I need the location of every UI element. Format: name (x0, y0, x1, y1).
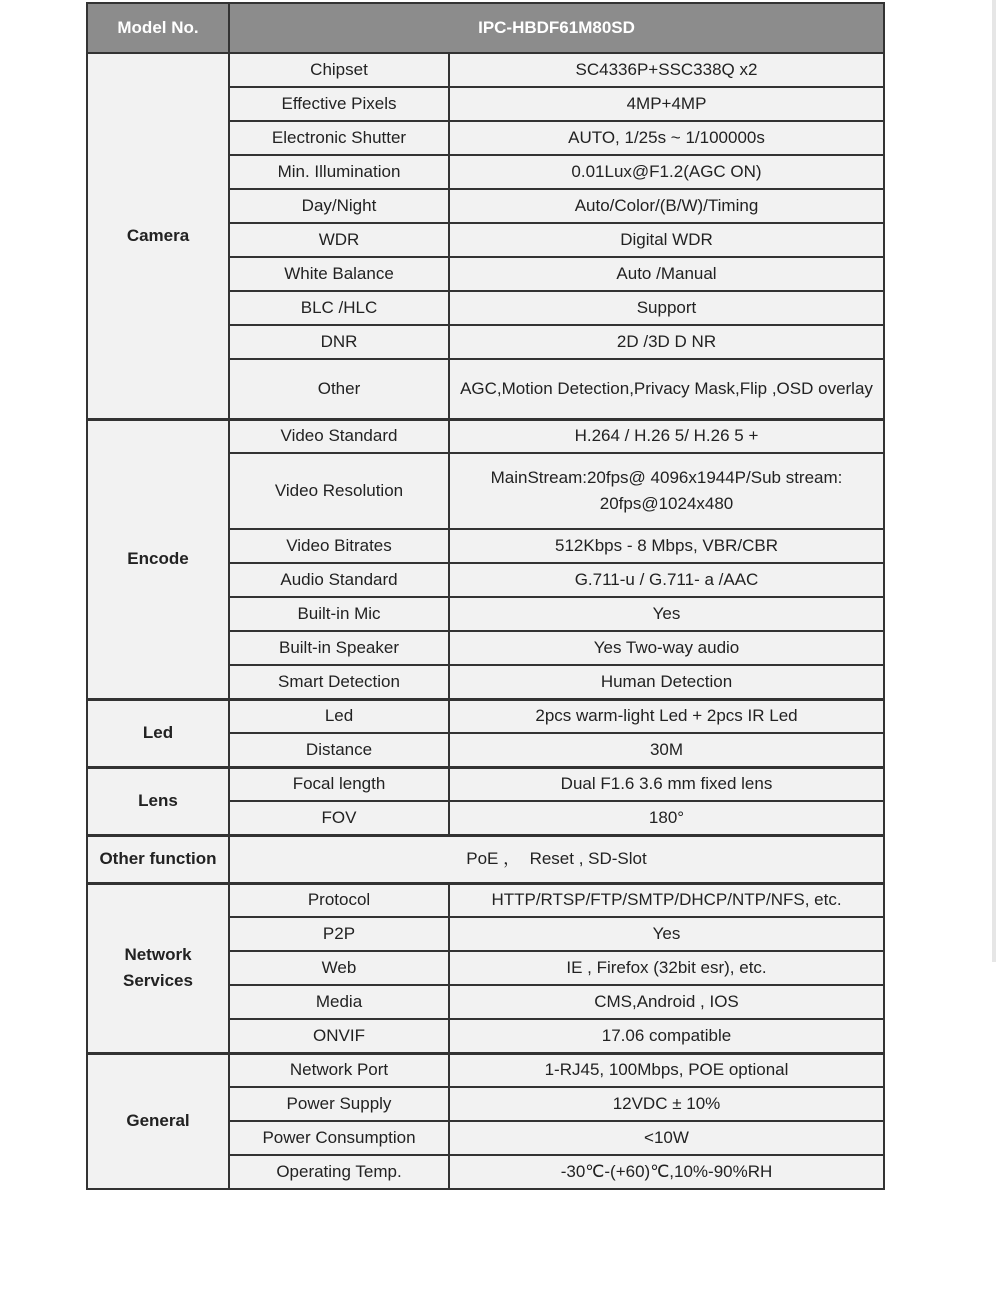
spec-label: WDR (229, 223, 449, 257)
spec-label: Effective Pixels (229, 87, 449, 121)
spec-value: Auto /Manual (449, 257, 884, 291)
spec-label: Video Standard (229, 419, 449, 453)
spec-label: Smart Detection (229, 665, 449, 699)
spec-value: Yes (449, 597, 884, 631)
table-row (87, 883, 884, 917)
spec-label: DNR (229, 325, 449, 359)
spec-label: ONVIF (229, 1019, 449, 1053)
category-other-function: Other function (87, 835, 229, 883)
spec-label: Network Port (229, 1053, 449, 1087)
spec-value: Dual F1.6 3.6 mm fixed lens (449, 767, 884, 801)
spec-value: 4MP+4MP (449, 87, 884, 121)
spec-label: Focal length (229, 767, 449, 801)
spec-label: Min. Illumination (229, 155, 449, 189)
table-row (87, 1053, 884, 1087)
category-lens: Lens (87, 767, 229, 835)
spec-value: HTTP/RTSP/FTP/SMTP/DHCP/NTP/NFS, etc. (449, 883, 884, 917)
spec-label: Audio Standard (229, 563, 449, 597)
spec-label: Operating Temp. (229, 1155, 449, 1189)
category-encode: Encode (87, 419, 229, 699)
spec-value: <10W (449, 1121, 884, 1155)
spec-value: 30M (449, 733, 884, 767)
spec-value: 0.01Lux@F1.2(AGC ON) (449, 155, 884, 189)
spec-value: PoE ， Reset , SD-Slot (229, 835, 884, 883)
spec-label: BLC /HLC (229, 291, 449, 325)
spec-label: Media (229, 985, 449, 1019)
category-general: General (87, 1053, 229, 1189)
spec-value: H.264 / H.26 5/ H.26 5 + (449, 419, 884, 453)
spec-value: SC4336P+SSC338Q x2 (449, 53, 884, 87)
category-led: Led (87, 699, 229, 767)
spec-table (86, 2, 885, 1190)
spec-value: 12VDC ± 10% (449, 1087, 884, 1121)
header-row (87, 3, 884, 53)
spec-label: Built-in Mic (229, 597, 449, 631)
spec-value: 180° (449, 801, 884, 835)
spec-label: Video Bitrates (229, 529, 449, 563)
spec-label: Protocol (229, 883, 449, 917)
spec-label: Led (229, 699, 449, 733)
spec-value: Support (449, 291, 884, 325)
spec-value: 17.06 compatible (449, 1019, 884, 1053)
spec-value: Human Detection (449, 665, 884, 699)
spec-value: Yes Two-way audio (449, 631, 884, 665)
category-network-services: Network Services (87, 883, 229, 1053)
spec-value: CMS,Android , IOS (449, 985, 884, 1019)
category-camera: Camera (87, 53, 229, 419)
spec-value: MainStream:20fps@ 4096x1944P/Sub stream: 20fps@1024x480 (449, 453, 884, 529)
spec-value: 1-RJ45, 100Mbps, POE optional (449, 1053, 884, 1087)
spec-label: Distance (229, 733, 449, 767)
table-row (87, 835, 884, 883)
spec-label: Web (229, 951, 449, 985)
table-row (87, 699, 884, 733)
spec-value: Digital WDR (449, 223, 884, 257)
spec-value: -30℃-(+60)℃,10%-90%RH (449, 1155, 884, 1189)
spec-label: Built-in Speaker (229, 631, 449, 665)
spec-value: Auto/Color/(B/W)/Timing (449, 189, 884, 223)
spec-value: 2pcs warm-light Led + 2pcs IR Led (449, 699, 884, 733)
spec-label: Electronic Shutter (229, 121, 449, 155)
spec-value: AUTO, 1/25s ~ 1/100000s (449, 121, 884, 155)
model-no-label: Model No. (87, 3, 229, 53)
spec-label: Other (229, 359, 449, 419)
page-edge-shadow (992, 0, 996, 962)
spec-value: 512Kbps - 8 Mbps, VBR/CBR (449, 529, 884, 563)
spec-value: AGC,Motion Detection,Privacy Mask,Flip ,OSD overlay (449, 359, 884, 419)
model-no-value: IPC-HBDF61M80SD (229, 3, 884, 53)
spec-value: G.711-u / G.711- a /AAC (449, 563, 884, 597)
table-row (87, 767, 884, 801)
spec-value: IE , Firefox (32bit esr), etc. (449, 951, 884, 985)
spec-label: White Balance (229, 257, 449, 291)
spec-label: Power Consumption (229, 1121, 449, 1155)
spec-value: 2D /3D D NR (449, 325, 884, 359)
spec-label: P2P (229, 917, 449, 951)
spec-label: Day/Night (229, 189, 449, 223)
table-row (87, 53, 884, 87)
spec-label: Chipset (229, 53, 449, 87)
table-row (87, 419, 884, 453)
spec-label: Video Resolution (229, 453, 449, 529)
spec-label: FOV (229, 801, 449, 835)
spec-label: Power Supply (229, 1087, 449, 1121)
spec-value: Yes (449, 917, 884, 951)
